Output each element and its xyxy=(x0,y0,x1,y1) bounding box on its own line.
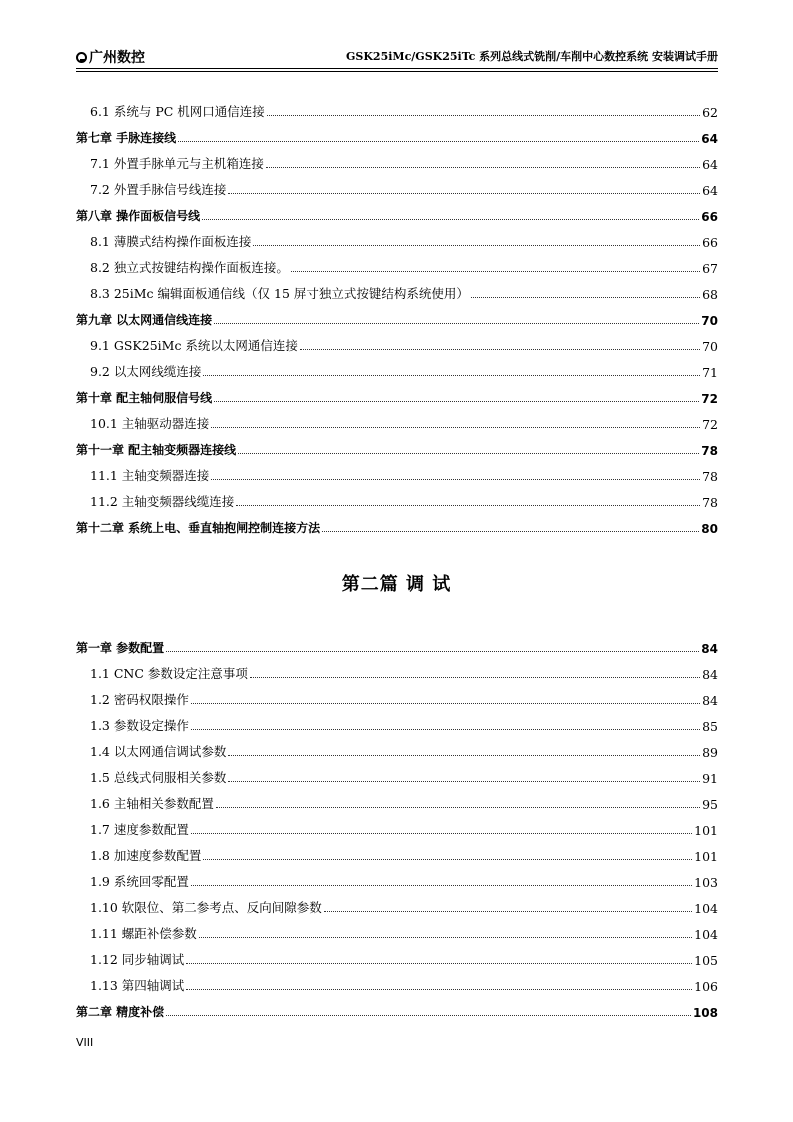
toc-entry-title: 第七章 手脉连接线 xyxy=(76,131,177,145)
toc-dot-leader xyxy=(238,453,699,454)
toc-section-entry[interactable] xyxy=(76,812,718,838)
toc-section-entry[interactable] xyxy=(76,838,718,864)
toc-section-entry[interactable] xyxy=(76,734,718,760)
toc-chapter-entry[interactable] xyxy=(76,198,718,224)
toc-entry-title: 7.1 外置手脉单元与主机箱连接 xyxy=(90,156,264,171)
toc-chapter-entry[interactable] xyxy=(76,994,718,1020)
logo-text: 广州数控 xyxy=(89,50,145,66)
toc-entry-title: 第十二章 系统上电、垂直轴抱闸控制连接方法 xyxy=(76,521,321,535)
toc-section-entry[interactable] xyxy=(76,890,718,916)
toc-page-number: 101 xyxy=(694,849,718,864)
page-header xyxy=(76,44,718,66)
toc-page-number: 84 xyxy=(702,667,718,682)
toc-section-entry[interactable] xyxy=(76,250,718,276)
toc-page-number: 80 xyxy=(701,522,718,536)
toc-entry-title: 6.1 系统与 PC 机网口通信连接 xyxy=(90,104,265,119)
toc-section-entry[interactable] xyxy=(76,786,718,812)
toc-entry-title: 1.12 同步轴调试 xyxy=(90,952,185,967)
toc-section-entry[interactable] xyxy=(76,968,718,994)
toc-section-entry[interactable] xyxy=(76,708,718,734)
toc-chapter-entry[interactable] xyxy=(76,120,718,146)
toc-page-number: 78 xyxy=(701,444,718,458)
toc-dot-leader xyxy=(471,297,700,298)
toc-entry-title: 8.2 独立式按键结构操作面板连接。 xyxy=(90,260,289,275)
header-divider-thin xyxy=(76,71,718,72)
toc-entry-title: 9.1 GSK25iMc 系统以太网通信连接 xyxy=(90,338,298,353)
toc-dot-leader xyxy=(178,141,699,142)
toc-dot-leader xyxy=(166,1015,691,1016)
toc-dot-leader xyxy=(291,271,700,272)
toc-entry-title: 第八章 操作面板信号线 xyxy=(76,209,201,223)
toc-page-number: 64 xyxy=(702,157,718,172)
toc-page-number: 78 xyxy=(702,469,718,484)
toc-entry-title: 第十一章 配主轴变频器连接线 xyxy=(76,443,237,457)
part-title: 第二篇 调 试 xyxy=(341,574,452,595)
toc-page-number: 64 xyxy=(702,183,718,198)
toc-page-number: 108 xyxy=(692,1006,718,1020)
page-number: VIII xyxy=(76,1036,94,1049)
toc-page-number: 71 xyxy=(702,365,718,380)
toc-dot-leader xyxy=(300,349,700,350)
toc-entry-title: 1.2 密码权限操作 xyxy=(90,692,189,707)
toc-dot-leader xyxy=(202,219,699,220)
toc-chapter-entry[interactable] xyxy=(76,510,718,536)
toc-entry-title: 1.5 总线式伺服相关参数 xyxy=(90,770,227,785)
toc-dot-leader xyxy=(228,755,700,756)
toc-dot-leader xyxy=(203,859,692,860)
toc-dot-leader xyxy=(253,245,700,246)
toc-entry-title: 9.2 以太网线缆连接 xyxy=(90,364,202,379)
toc-page-number: 84 xyxy=(702,693,718,708)
toc-page-number: 68 xyxy=(702,287,718,302)
toc-section-entry[interactable] xyxy=(76,942,718,968)
toc-page-number: 104 xyxy=(694,927,718,942)
toc-page-number: 70 xyxy=(702,339,718,354)
toc-section-entry[interactable] xyxy=(76,172,718,198)
toc-section-entry[interactable] xyxy=(76,276,718,302)
toc-entry-title: 第九章 以太网通信线连接 xyxy=(76,313,213,327)
toc-part-one-list xyxy=(76,94,718,536)
toc-entry-title: 1.6 主轴相关参数配置 xyxy=(90,796,214,811)
toc-dot-leader xyxy=(324,911,692,912)
toc-page-number: 85 xyxy=(702,719,718,734)
toc-page-number: 84 xyxy=(701,642,718,656)
toc-page-number: 72 xyxy=(702,417,718,432)
toc-entry-title: 1.8 加速度参数配置 xyxy=(90,848,202,863)
toc-entry-title: 11.2 主轴变频器线缆连接 xyxy=(90,494,235,509)
toc-section-entry[interactable] xyxy=(76,406,718,432)
toc-page-number: 78 xyxy=(702,495,718,510)
toc-entry-title: 1.7 速度参数配置 xyxy=(90,822,189,837)
toc-page-number: 89 xyxy=(702,745,718,760)
toc-section-entry[interactable] xyxy=(76,760,718,786)
toc-dot-leader xyxy=(214,401,699,402)
toc-page-number: 66 xyxy=(702,235,718,250)
manual-title: GSK25iMc/GSK25iTc 系列总线式铣削/车削中心数控系统 安装调试手册 xyxy=(346,50,718,63)
toc-dot-leader xyxy=(203,375,700,376)
toc-section-entry[interactable] xyxy=(76,656,718,682)
toc-entry-title: 8.1 薄膜式结构操作面板连接 xyxy=(90,234,252,249)
toc-page-number: 72 xyxy=(701,392,718,406)
toc-section-entry[interactable] xyxy=(76,682,718,708)
toc-page-number: 66 xyxy=(701,210,718,224)
toc-chapter-entry[interactable] xyxy=(76,380,718,406)
toc-dot-leader xyxy=(211,479,700,480)
toc-chapter-entry[interactable] xyxy=(76,432,718,458)
toc-section-entry[interactable] xyxy=(76,94,718,120)
toc-chapter-entry[interactable] xyxy=(76,302,718,328)
toc-dot-leader xyxy=(191,729,700,730)
toc-section-entry[interactable] xyxy=(76,458,718,484)
toc-page-number: 104 xyxy=(694,901,718,916)
toc-dot-leader xyxy=(191,833,692,834)
toc-dot-leader xyxy=(266,167,700,168)
toc-dot-leader xyxy=(166,651,699,652)
toc-entry-title: 1.13 第四轴调试 xyxy=(90,978,185,993)
toc-entry-title: 1.3 参数设定操作 xyxy=(90,718,189,733)
toc-dot-leader xyxy=(191,885,692,886)
toc-entry-title: 1.10 软限位、第二参考点、反向间隙参数 xyxy=(90,900,322,915)
toc-dot-leader xyxy=(228,781,700,782)
toc-entry-title: 1.9 系统回零配置 xyxy=(90,874,189,889)
toc-section-entry[interactable] xyxy=(76,328,718,354)
header-divider xyxy=(76,68,718,69)
toc-dot-leader xyxy=(216,807,700,808)
toc-entry-title: 8.3 25iMc 编辑面板通信线（仅 15 屏寸独立式按键结构系统使用） xyxy=(90,286,469,301)
toc-entry-title: 7.2 外置手脉信号线连接 xyxy=(90,182,227,197)
toc-page-number: 101 xyxy=(694,823,718,838)
toc-dot-leader xyxy=(250,677,700,678)
toc-entry-title: 1.1 CNC 参数设定注意事项 xyxy=(90,666,248,681)
toc-page-number: 106 xyxy=(694,979,718,994)
toc-page-number: 103 xyxy=(694,875,718,890)
toc-entry-title: 第一章 参数配置 xyxy=(76,641,165,655)
toc-dot-leader xyxy=(186,989,692,990)
company-logo xyxy=(76,47,145,67)
toc-part-two-list xyxy=(76,630,718,1020)
toc-page-number: 91 xyxy=(702,771,718,786)
toc-entry-title: 11.1 主轴变频器连接 xyxy=(90,468,210,483)
toc-dot-leader xyxy=(236,505,700,506)
toc-dot-leader xyxy=(199,937,692,938)
toc-entry-title: 10.1 主轴驱动器连接 xyxy=(90,416,210,431)
toc-dot-leader xyxy=(211,427,700,428)
toc-page-number: 70 xyxy=(701,314,718,328)
logo-icon xyxy=(76,52,87,63)
toc-page-number: 95 xyxy=(702,797,718,812)
toc-dot-leader xyxy=(191,703,700,704)
toc-section-entry[interactable] xyxy=(76,224,718,250)
toc-entry-title: 第十章 配主轴伺服信号线 xyxy=(76,391,213,405)
toc-dot-leader xyxy=(186,963,692,964)
toc-dot-leader xyxy=(267,115,700,116)
toc-page-number: 105 xyxy=(694,953,718,968)
toc-section-entry[interactable] xyxy=(76,916,718,942)
toc-section-entry[interactable] xyxy=(76,484,718,510)
toc-page-number: 64 xyxy=(701,132,718,146)
toc-section-entry[interactable] xyxy=(76,146,718,172)
toc-page-number: 67 xyxy=(702,261,718,276)
toc-page-number: 62 xyxy=(702,105,718,120)
toc-entry-title: 1.4 以太网通信调试参数 xyxy=(90,744,227,759)
toc-dot-leader xyxy=(228,193,700,194)
toc-section-entry[interactable] xyxy=(76,864,718,890)
toc-chapter-entry[interactable] xyxy=(76,630,718,656)
toc-entry-title: 1.11 螺距补偿参数 xyxy=(90,926,197,941)
toc-dot-leader xyxy=(322,531,699,532)
toc-entry-title: 第二章 精度补偿 xyxy=(76,1005,165,1019)
toc-section-entry[interactable] xyxy=(76,354,718,380)
toc-dot-leader xyxy=(214,323,699,324)
